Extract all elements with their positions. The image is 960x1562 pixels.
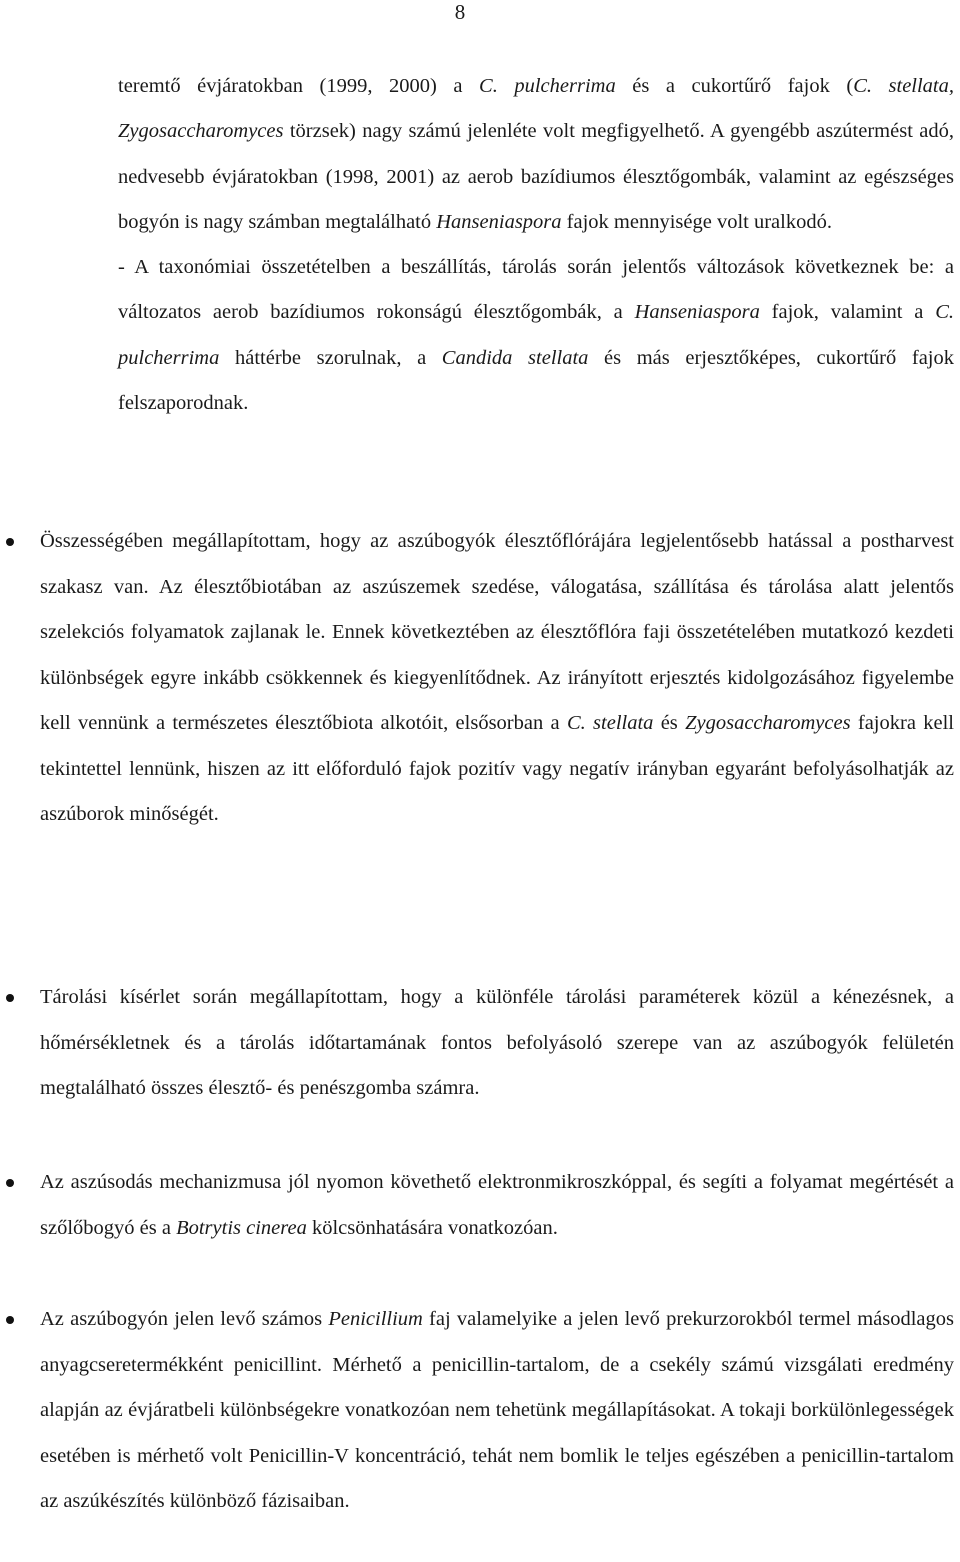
text-run: fajok mennyisége volt uralkodó. bbox=[561, 210, 832, 233]
text-run: - A taxonómiai összetételben a beszállítás, tárolás során jelentős változások következnek be: a változatos aerob bazídiumos rokonságú élesztőgombák, a bbox=[118, 256, 954, 324]
species-name: Penicillium bbox=[328, 1308, 423, 1330]
bullet-icon bbox=[6, 1179, 14, 1187]
list-item-text bbox=[40, 1297, 954, 1525]
text-run: és más erjesztőképes, cukortűrő fajok felszaporodnak. bbox=[118, 346, 954, 415]
species-name: C. pulcherrima bbox=[118, 301, 954, 369]
intro-paragraph-1 bbox=[118, 64, 954, 245]
text-run: Összességében megállapítottam, hogy az aszúbogyók élesztőflórájára legjelentősebb hatással a postharvest szakasz van. Az élesztőbiotában az aszúszemek szedése, válogatása, szállítása és tárolása alatt jelentős szelekciós folyamatok zajlanak le. Ennek következtében az élesztőflóra faji összetételében mutatkozó kezdeti különbségek egyre inkább csökkennek és kiegyenlítődnek. Az irányított erjesztés kidolgozásához figyelembe kell vennünk a természetes élesztőbiota alkotóit, elsősorban a bbox=[40, 530, 954, 734]
species-name: Botrytis cinerea bbox=[176, 1216, 307, 1239]
text-run: törzsek) nagy számú jelenléte volt megfigyelhető. A gyengébb aszútermést adó, nedvesebb évjáratokban (1998, 2001) az aerob bazídiumos élesztőgombák, valamint az egészséges bogyón is nagy számban megtalálható bbox=[118, 120, 954, 233]
species-name: Candida stellata bbox=[441, 346, 589, 369]
text-run: Az aszúbogyón jelen levő számos bbox=[40, 1308, 329, 1330]
text-run: fajokra kell tekintettel lennünk, hiszen az itt előforduló fajok pozitív vagy negatív irányban egyaránt befolyásolhatják az aszúborok minőségét. bbox=[40, 712, 954, 825]
text-run: és a cukortűrő fajok ( bbox=[615, 75, 854, 97]
text-run: teremtő évjáratokban (1999, 2000) a bbox=[118, 75, 480, 97]
species-name: Zygosaccharomyces bbox=[685, 712, 851, 734]
species-name: C. pulcherrima bbox=[479, 75, 616, 97]
intro-paragraph-2 bbox=[118, 245, 954, 426]
text-run: Az aszúsodás mechanizmusa jól nyomon követhető elektronmikroszkóppal, és segíti a folyamat megértését a szőlőbogyó és a bbox=[40, 1171, 954, 1239]
page-number: 8 bbox=[454, 0, 466, 24]
species-name: Hanseniaspora bbox=[436, 210, 562, 233]
text-run: kölcsönhatására vonatkozóan. bbox=[306, 1216, 558, 1239]
bullet-icon bbox=[6, 994, 14, 1002]
text-run: faj valamelyike a jelen levő prekurzorokból termel másodlagos anyagcseretermékként penicillint. Mérhető a penicillin-tartalom, de a csekély számú vizsgálati eredmény alapján az évjáratbeli különbségekre vonatkozóan nem tehetünk megállapításokat. A tokaji borkülönlegességek esetében is mérhető volt Penicillin-V koncentráció, tehát nem bomlik le teljes egészében a penicillin-tartalom az aszúkészítés különböző fázisaiban. bbox=[40, 1308, 955, 1512]
text-run: Tárolási kísérlet során megállapítottam, hogy a különféle tárolási paraméterek közül a kénezésnek, a hőmérsékletnek és a tárolás időtartamának fontos befolyásoló szerepe van az aszúbogyók felületén megtalálható összes élesztő- és penészgomba számra. bbox=[40, 986, 954, 1099]
text-run: háttérbe szorulnak, a bbox=[219, 346, 442, 369]
intro-text bbox=[118, 64, 954, 426]
species-name: C. stellata bbox=[566, 712, 654, 734]
text-run: fajok, valamint a bbox=[759, 301, 936, 324]
bullet-icon bbox=[6, 538, 14, 546]
list-item-text bbox=[40, 975, 954, 1112]
list-item-text bbox=[40, 519, 954, 838]
species-name: Hanseniaspora bbox=[634, 301, 760, 324]
bullet-icon bbox=[6, 1316, 14, 1324]
list-item-text bbox=[40, 1160, 954, 1251]
species-name: C. stellata, Zygosaccharomyces bbox=[118, 75, 954, 143]
text-run: és bbox=[653, 712, 686, 734]
